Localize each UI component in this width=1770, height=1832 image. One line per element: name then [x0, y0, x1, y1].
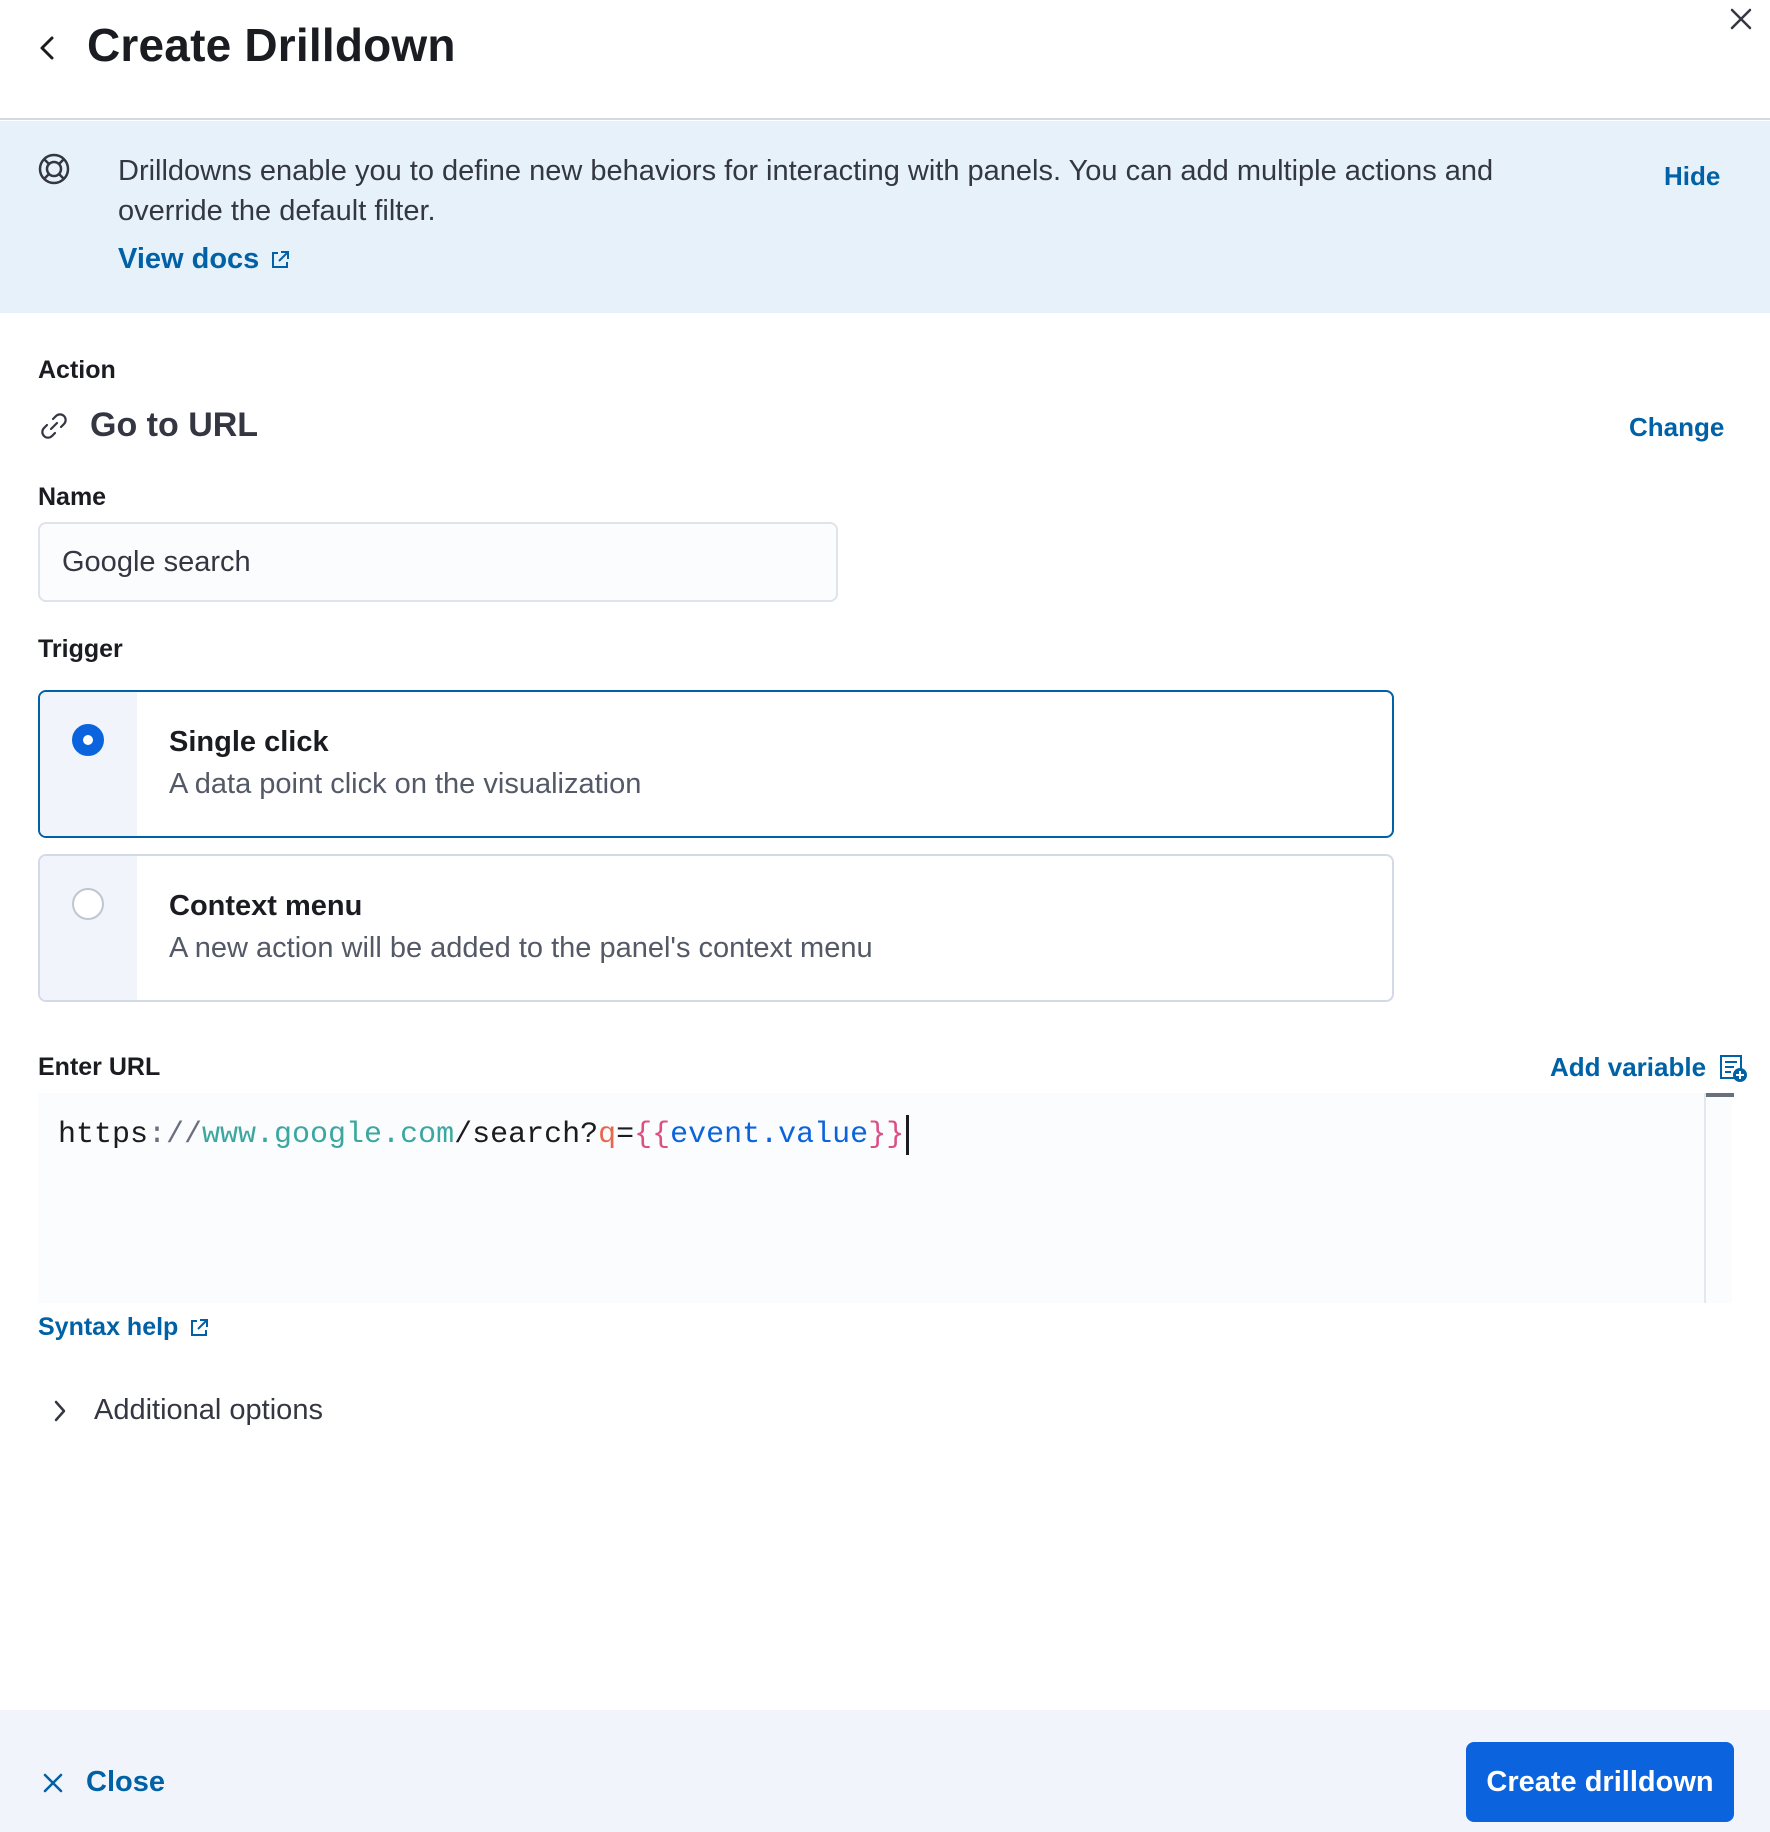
url-token: q: [598, 1118, 617, 1152]
url-code-editor[interactable]: [38, 1093, 1732, 1303]
radio-column: [40, 856, 137, 1000]
close-label: Close: [86, 1766, 165, 1798]
url-token: =: [616, 1118, 635, 1152]
url-token: }}: [868, 1118, 905, 1152]
view-docs-label: View docs: [118, 243, 260, 275]
view-docs-link[interactable]: [118, 243, 291, 276]
name-label: Name: [38, 483, 107, 511]
close-icon: [1726, 4, 1756, 34]
additional-options-label: Additional options: [94, 1394, 323, 1426]
radio-column: [40, 692, 137, 836]
close-icon: [40, 1770, 66, 1796]
trigger-title: Single click: [169, 726, 329, 758]
trigger-description: A data point click on the visualization: [169, 768, 642, 800]
trigger-option-single-click[interactable]: [38, 690, 1394, 838]
syntax-help-link[interactable]: [38, 1313, 210, 1342]
flyout-header: [0, 0, 1770, 120]
trigger-option-context-menu[interactable]: [38, 854, 1394, 1002]
add-variable-label: Add variable: [1550, 1052, 1707, 1082]
additional-options-toggle[interactable]: [50, 1394, 323, 1427]
editor-scrollbar-thumb[interactable]: [1706, 1093, 1734, 1097]
url-code-text[interactable]: [58, 1115, 909, 1155]
close-button[interactable]: [40, 1766, 165, 1799]
flyout-footer: [0, 1710, 1770, 1832]
back-button[interactable]: [34, 30, 62, 66]
radio-button-checked[interactable]: [72, 724, 104, 756]
action-display: [38, 406, 258, 445]
action-label: Action: [38, 356, 116, 384]
page-title: Create Drilldown: [87, 19, 456, 71]
trigger-description: A new action will be added to the panel's context menu: [169, 932, 873, 964]
action-name: Go to URL: [90, 406, 259, 444]
url-token: www.google.com: [202, 1118, 455, 1152]
chevron-right-icon: [50, 1396, 70, 1426]
url-token: https: [58, 1118, 149, 1152]
external-link-icon: [269, 249, 291, 271]
url-label: Enter URL: [38, 1053, 161, 1081]
change-action-button[interactable]: Change: [1629, 412, 1725, 442]
text-cursor: [906, 1115, 909, 1155]
editor-scrollbar[interactable]: [1704, 1093, 1732, 1303]
link-icon: [38, 410, 70, 442]
syntax-help-label: Syntax help: [38, 1313, 179, 1341]
chevron-left-icon: [34, 30, 62, 66]
help-ring-icon: [36, 151, 72, 187]
url-token: {{: [634, 1118, 671, 1152]
url-token: ://: [148, 1118, 203, 1152]
flyout-close-button[interactable]: [1726, 4, 1756, 34]
name-input[interactable]: [38, 522, 838, 602]
trigger-label: Trigger: [38, 635, 123, 663]
create-drilldown-button[interactable]: Create drilldown: [1466, 1742, 1734, 1822]
trigger-title: Context menu: [169, 890, 363, 922]
external-link-icon: [188, 1317, 210, 1339]
radio-button-unchecked[interactable]: [72, 888, 104, 920]
callout-text: Drilldowns enable you to define new behaviors for interacting with panels. You can add multiple actions and override the default filter.: [118, 155, 1494, 227]
add-variable-button[interactable]: [1550, 1052, 1748, 1083]
hide-callout-button[interactable]: Hide: [1664, 161, 1721, 191]
url-token: /search?: [454, 1118, 599, 1152]
add-variable-icon: [1718, 1053, 1748, 1083]
info-callout: [0, 121, 1770, 313]
url-token: event.value: [670, 1118, 869, 1152]
